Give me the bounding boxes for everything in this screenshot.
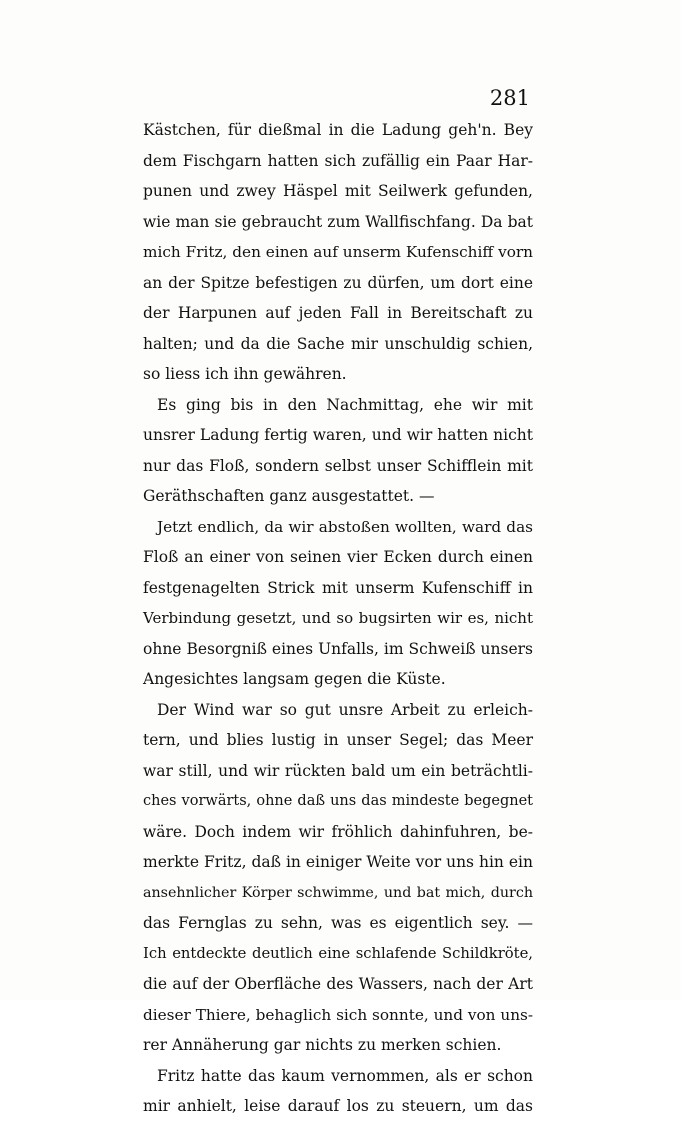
- text-line: nur das Floß, sondern selbst unser Schifflein mit: [143, 456, 533, 475]
- text-line: das Fernglas zu sehn, was es eigentlich sey. —: [143, 914, 533, 932]
- text-line: Geräthschaften ganz ausgestattet. —: [143, 487, 435, 505]
- text-line: punen und zwey Häspel mit Seilwerk gefunden,: [143, 182, 533, 200]
- text-line: die auf der Oberfläche des Wassers, nach der Art: [143, 975, 533, 993]
- text-line: Angesichtes langsam gegen die Küste.: [143, 670, 446, 688]
- text-line: wäre. Doch indem wir fröhlich dahinfuhren, be-: [143, 822, 533, 841]
- paragraph-first-line: Es ging bis in den Nachmittag, ehe wir mit: [157, 395, 533, 414]
- text-line: tern, und blies lustig in unser Segel; das Meer: [143, 731, 533, 749]
- text-line: rer Annäherung gar nichts zu merken schien.: [143, 1036, 502, 1054]
- text-line: unsrer Ladung fertig waren, und wir hatten nicht: [143, 426, 533, 444]
- text-line: der Harpunen auf jeden Fall in Bereitschaft zu: [143, 304, 533, 322]
- text-line: so liess ich ihn gewähren.: [143, 365, 347, 383]
- paragraph-first-line: Jetzt endlich, da wir abstoßen wollten, ward das: [157, 517, 533, 536]
- paragraph-first-line: Der Wind war so gut unsre Arbeit zu erleich-: [157, 700, 533, 719]
- text-line: ansehnlicher Körper schwimme, und bat mich, durch: [143, 884, 533, 901]
- paragraph-first-line: Fritz hatte das kaum vernommen, als er schon: [157, 1066, 533, 1085]
- text-line: mich Fritz, den einen auf unserm Kufenschiff vorn: [143, 243, 533, 261]
- text-line: Ich entdeckte deutlich eine schlafende Schildkröte,: [143, 944, 533, 962]
- text-line: mir anhielt, leise darauf los zu steuern, um das: [143, 1097, 533, 1115]
- text-line: Verbindung gesetzt, und so bugsirten wir es, nicht: [143, 609, 533, 627]
- text-line: war still, und wir rückten bald um ein beträchtli-: [143, 761, 533, 780]
- text-line: ohne Besorgniß eines Unfalls, im Schweiß unsers: [143, 639, 533, 658]
- text-line: dem Fischgarn hatten sich zufällig ein Paar Har-: [143, 151, 533, 170]
- page-number: 281: [489, 86, 530, 110]
- text-line: wie man sie gebraucht zum Wallfischfang. Da bat: [143, 212, 533, 231]
- text-line: dieser Thiere, behaglich sich sonnte, und von uns-: [143, 1005, 533, 1024]
- text-line: festgenagelten Strick mit unserm Kufenschiff in: [143, 578, 533, 597]
- text-line: Kästchen, für dießmal in die Ladung geh'n. Bey: [143, 121, 533, 139]
- text-line: an der Spitze befestigen zu dürfen, um dort eine: [143, 273, 533, 292]
- body-text: [143, 115, 533, 1122]
- text-line: ches vorwärts, ohne daß uns das mindeste begegnet: [143, 793, 533, 809]
- text-line: merkte Fritz, daß in einiger Weite vor uns hin ein: [143, 853, 533, 871]
- text-line: Floß an einer von seinen vier Ecken durch einen: [143, 548, 533, 566]
- text-line: halten; und da die Sache mir unschuldig schien,: [143, 334, 533, 353]
